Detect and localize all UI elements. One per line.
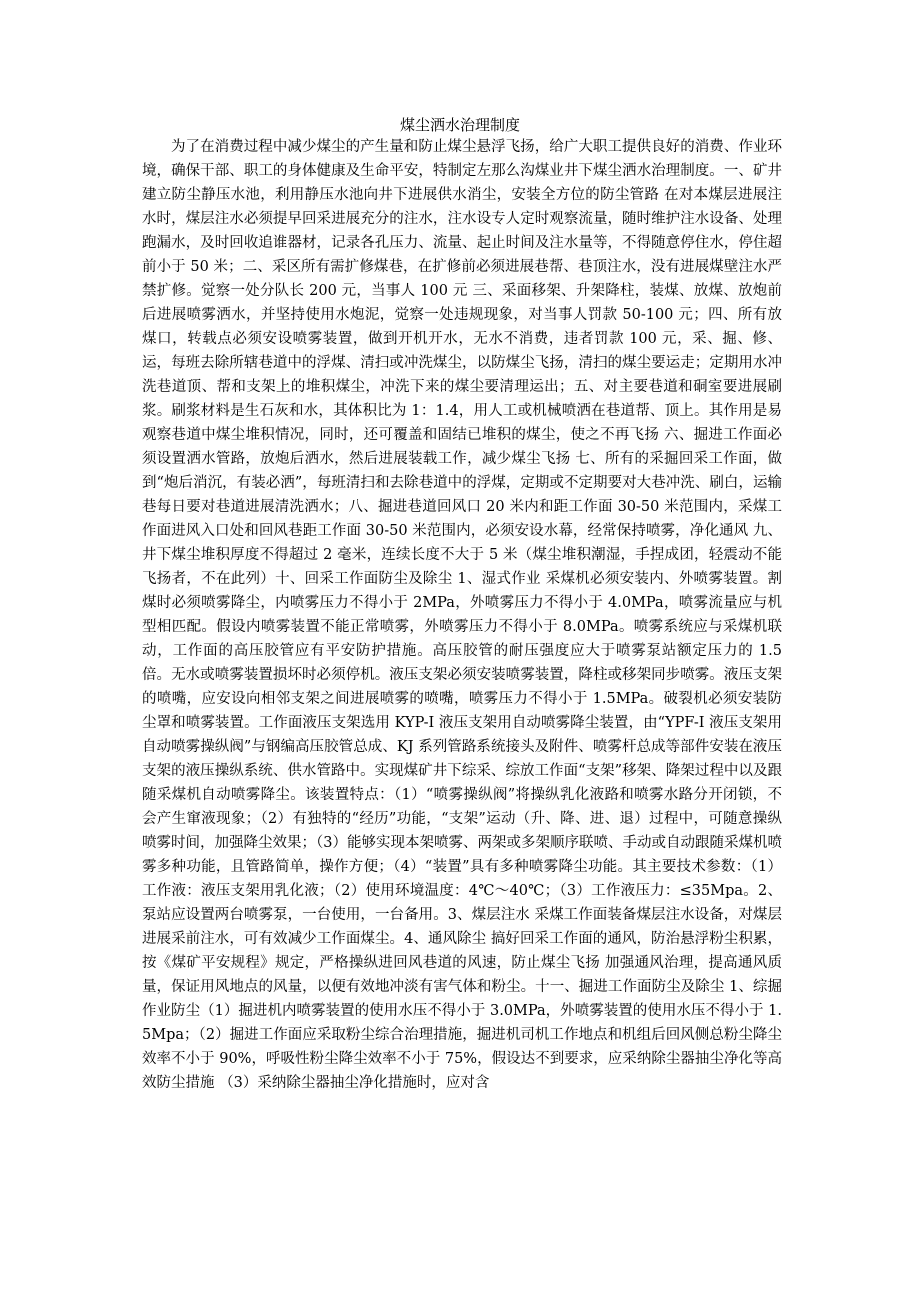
document-body-paragraph: 为了在消费过程中减少煤尘的产生量和防止煤尘悬浮飞扬，给广大职工提供良好的消费、作业环境，确保干部、职工的身体健康及生命平安，特制定左那么沟煤业井下煤尘洒水治理制度。一、矿井建立防尘静压水池，利用静压水池向井下进展供水消尘，安装全方位的防尘管路 在对本煤层进展注水时，煤层注水必须提早回采进展充分的注水，注水设专人定时观察流量，随时维护注水设备、处理跑漏水，及时回收追谁器材，记录各孔压力、流量、起止时间及注水量等，不得随意停住水，停住超前小于 50 米；二、采区所有需扩修煤巷，在扩修前必须进展巷帮、巷顶注水，没有进展煤壁注水严禁扩修。觉察一处分队长 200 元，当事人 100 元 三、采面移架、升架降柱，装煤、放煤、放炮前后进展喷雾洒水，并坚持使用水炮泥，觉察一处违规现象，对当事人罚款 50-100 元；四、所有放煤口，转载点必须安设喷雾装置，做到开机开水，无水不消费，违者罚款 100 元，采、掘、修、运，每班去除所辖巷道中的浮煤、清扫或冲洗煤尘，以防煤尘飞扬，清扫的煤尘要运走；定期用水冲洗巷道顶、帮和支架上的堆积煤尘，冲洗下来的煤尘要清理运出；五、对主要巷道和硐室要进展刷浆。刷浆材料是生石灰和水，其体积比为 1：1.4，用人工或机械喷洒在巷道帮、顶上。其作用是易观察巷道中煤尘堆积情况，同时，还可覆盖和固结已堆积的煤尘，使之不再飞扬 六、掘进工作面必须设置洒水管路，放炮后洒水，然后进展装载工作，减少煤尘飞扬 七、所有的采掘回采工作面，做到“炮后消沉，有装必洒”，每班清扫和去除巷道中的浮煤，定期或不定期要对大巷冲洗、刷白，运输巷每日要对巷道进展清洗洒水；八、掘进巷道回风口 20 米内和距工作面 30-50 米范围内，采煤工作面进风入口处和回风巷距工作面 30-50 米范围内，必须安设水幕，经常保持喷雾，净化通风 九、井下煤尘堆积厚度不得超过 2 毫米，连续长度不大于 5 米（煤尘堆积潮湿，手捏成团，轻震动不能飞扬者，不在此列）十、回采工作面防尘及除尘 1、湿式作业 采煤机必须安装内、外喷雾装置。割煤时必须喷雾降尘，内喷雾压力不得小于 2MPa，外喷雾压力不得小于 4.0MPa，喷雾流量应与机型相匹配。假设内喷雾装置不能正常喷雾，外喷雾压力不得小于 8.0MPa。喷雾系统应与采煤机联动，工作面的高压胶管应有平安防护措施。高压胶管的耐压强度应大于喷雾泵站额定压力的 1.5 倍。无水或喷雾装置损坏时必须停机。液压支架必须安装喷雾装置，降柱或移架同步喷雾。液压支架的喷嘴，应安设向相邻支架之间进展喷雾的喷嘴，喷雾压力不得小于 1.5MPa。破裂机必须安装防尘罩和喷雾装置。工作面液压支架选用 KYP-I 液压支架用自动喷雾降尘装置，由“YPF-I 液压支架用自动喷雾操纵阀”与钢编高压胶管总成、KJ 系列管路系统接头及附件、喷雾杆总成等部件安装在液压支架的液压操纵系统、供水管路中。实现煤矿井下综采、综放工作面“支架”移架、降架过程中以及跟随采煤机自动喷雾降尘。该装置特点：（1）“喷雾操纵阀”将操纵乳化液路和喷雾水路分开闭锁，不会产生窜液现象；（2）有独特的“经历”功能，“支架”运动（升、降、进、退）过程中，可随意操纵喷雾时间，加强降尘效果；（3）能够实现本架喷雾、两架或多架顺序联喷、手动或自动跟随采煤机喷雾多种功能，且管路简单，操作方便；（4）“装置”具有多种喷雾降尘功能。其主要技术参数：（1）工作液：液压支架用乳化液；（2）使用环境温度：4℃～40℃；（3）工作液压力：≤35Mpa。2、泵站应设置两台喷雾泵，一台使用，一台备用。3、煤层注水 采煤工作面装备煤层注水设备，对煤层进展采前注水，可有效减少工作面煤尘。4、通风除尘 搞好回采工作面的通风，防治悬浮粉尘积累，按《煤矿平安规程》规定，严格操纵进回风巷道的风速，防止煤尘飞扬 加强通风治理，提高通风质量，保证用风地点的风量，以便有效地冲淡有害气体和粉尘。十一、掘进工作面防尘及除尘 1、综掘作业防尘（1）掘进机内喷雾装置的使用水压不得小于 3.0MPa，外喷雾装置的使用水压不得小于 1.5Mpa；（2）掘进工作面应采取粉尘综合治理措施，掘进机司机工作地点和机组后回风侧总粉尘降尘效率不小于 90%，呼吸性粉尘降尘效率不小于 75%，假设达不到要求，应采纳除尘器抽尘净化等高效防尘措施 （3）采纳除尘器抽尘净化措施时，应对含 [142,139,782,1091]
document-title: 煤尘洒水治理制度 [399,116,520,134]
